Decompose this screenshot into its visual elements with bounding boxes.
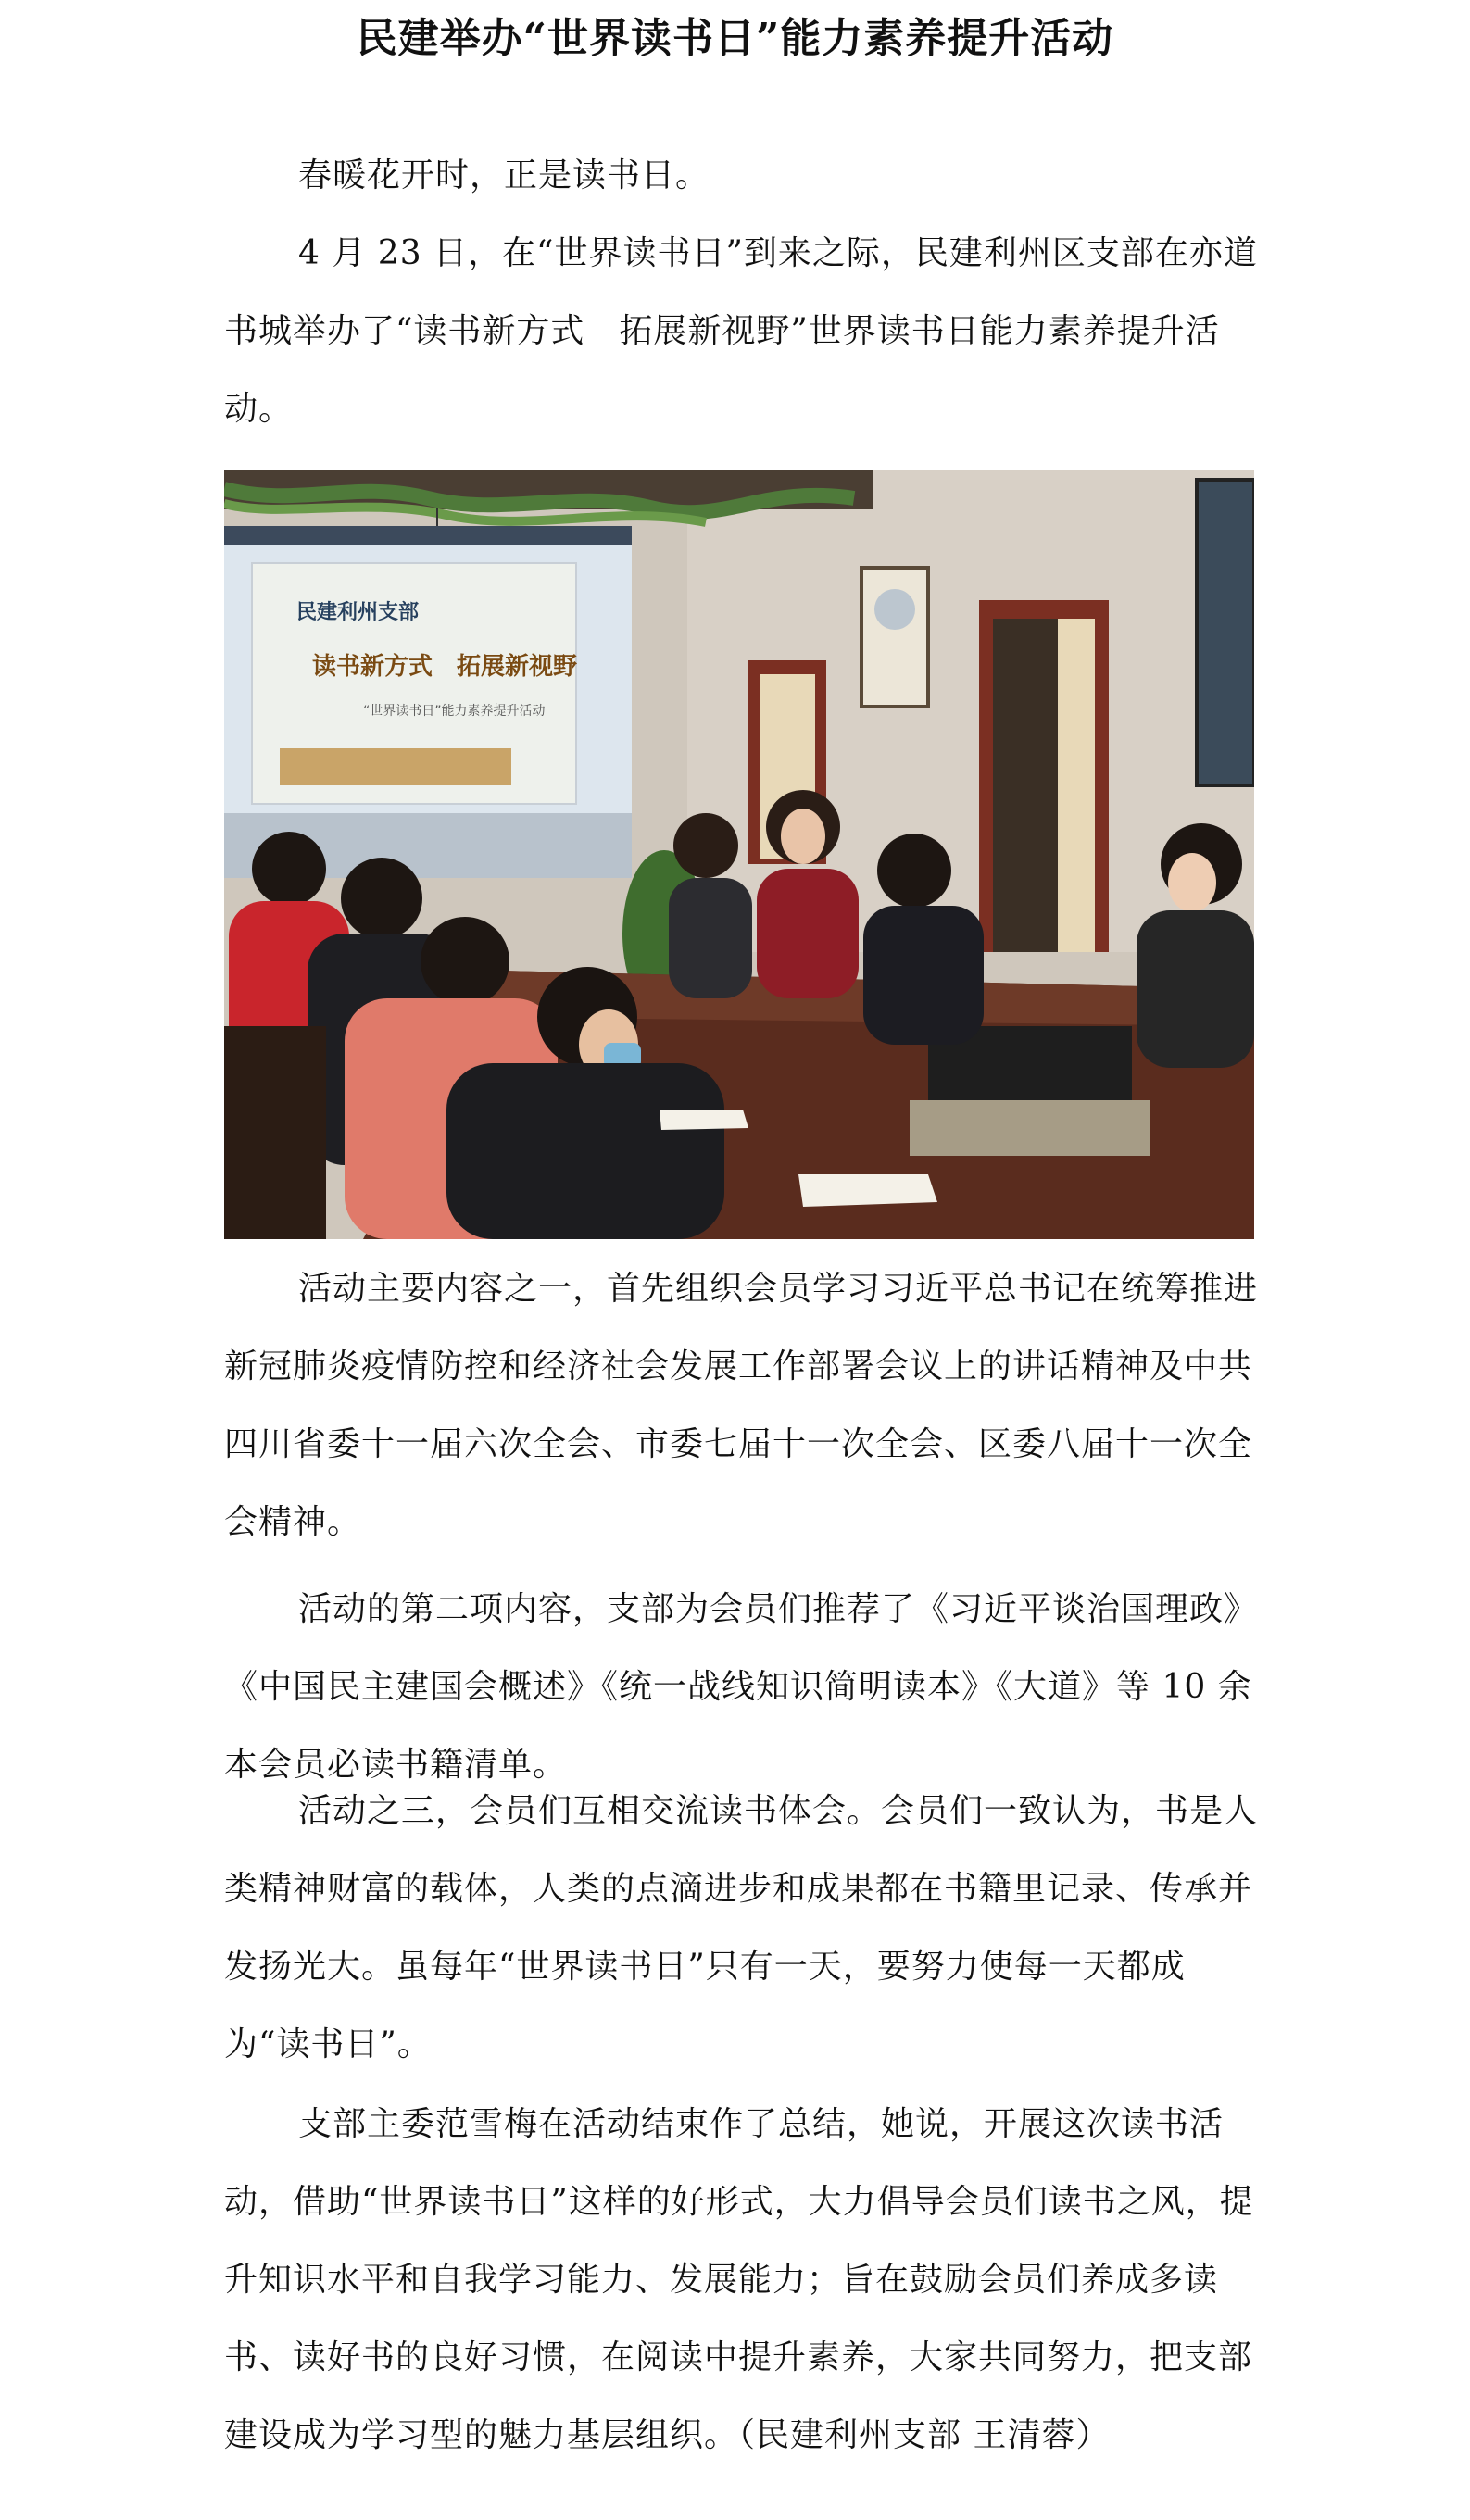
person	[757, 869, 859, 998]
paragraph-event: 4 月 23 日，在“世界读书日”到来之际，民建利州区支部在亦道书城举办了“读书新方式 拓展新视野”世界读书日能力素养提升活动。	[224, 234, 1258, 428]
screen-line3: “世界读书日”能力素养提升活动	[363, 704, 546, 719]
paragraph-study: 活动主要内容之一，首先组织会员学习习近平总书记在统筹推进新冠肺炎疫情防控和经济社会发展工作部署会议上的讲话精神及中共四川省委十一届六次全会、市委七届十一次全会、区委八届十一次全会精神。	[224, 1270, 1259, 1541]
wall-board	[1197, 480, 1254, 785]
person	[1137, 910, 1254, 1068]
person	[669, 878, 752, 998]
person	[863, 906, 984, 1045]
screen-line2: 读书新方式 拓展新视野	[312, 653, 578, 681]
event-photo	[224, 470, 1254, 1239]
paragraph-books: 活动的第二项内容，支部为会员们推荐了《习近平谈治国理政》《中国民主建国会概述》《统一战线知识简明读本》《大道》等 10 余本会员必读书籍清单。	[224, 1590, 1259, 1784]
article-title: 民建举办“世界读书日”能力素养提升活动	[356, 15, 1114, 62]
screen-line1: 民建利州支部	[296, 601, 420, 624]
paragraph-summary: 支部主委范雪梅在活动结束作了总结，她说，开展这次读书活动，借助“世界读书日”这样的好形式，大力倡导会员们读书之风，提升知识水平和自我学习能力、发展能力；旨在鼓励会员们养成多读书、读好书的良好习惯，在阅读中提升素养，大家共同努力，把支部建设成为学习型的魅力基层组织。（民建利州支部 王清蓉）	[224, 2105, 1254, 2454]
paragraph-intro: 春暖花开时，正是读书日。	[298, 157, 710, 194]
person	[446, 1063, 724, 1239]
paragraph-exchange: 活动之三，会员们互相交流读书体会。会员们一致认为，书是人类精神财富的载体，人类的点滴进步和成果都在书籍里记录、传承并发扬光大。虽每年“世界读书日”只有一天，要努力使每一天都成为“读书日”。	[224, 1792, 1259, 2063]
wall-frame	[861, 568, 928, 707]
